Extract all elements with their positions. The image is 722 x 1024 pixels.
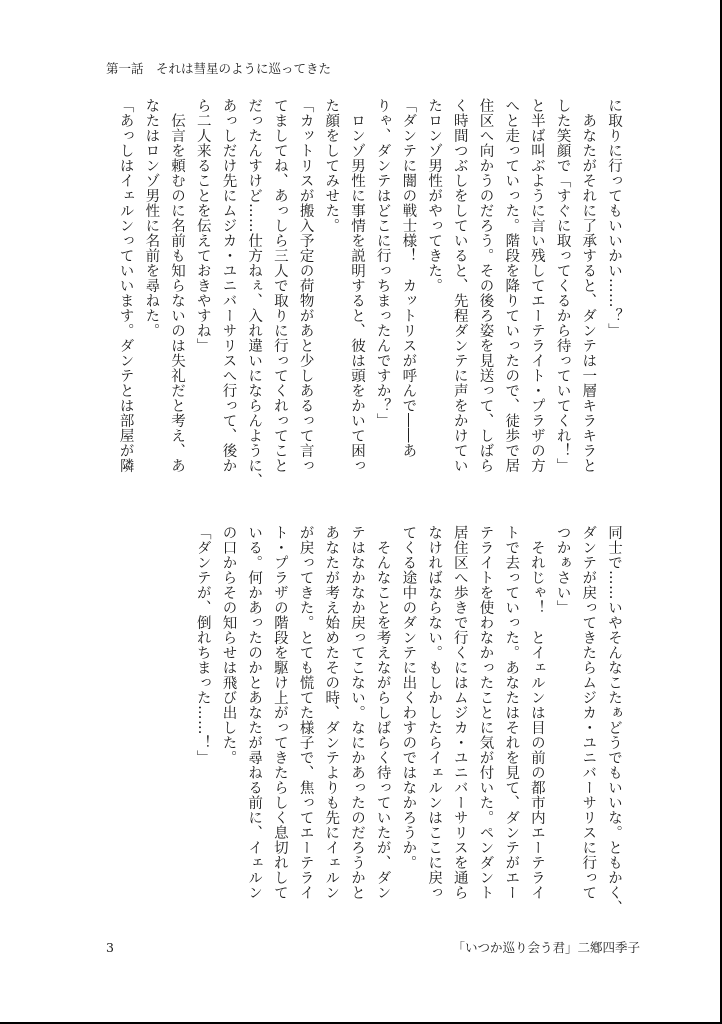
page-number: 3 (106, 940, 114, 955)
book-title-footer: 「いつか巡り会う君」二鄕四季子 (452, 940, 640, 955)
body-text-lower: 同士で……いやそんなこたぁどうでもいいな。ともかく、 ダンテが戻ってきたらムジカ・ユニバーサリスに行って つかぁさい」 それじゃ！ とイェルンは目の前の都市内エーテライ トで去っていった。あなたはそれを見て、ダンテがエー テライトを使わなかったことに気が付いた。ペンダント 居住区へ歩きで行くにはムジカ・ユニバーサリスを通ら なければならない。もしかしたらイェルンはここに戻っ てくる途中のダンテに出くわすのではなかろうか。 そんなことを考えながらしばらく待っていたが、ダン テはなかなか戻ってこない。なにかあったのだろうかと あなたが考え始めたその時、ダンテよりも先にイェルン が戻ってきた。とても慌てた様子で、焦ってエーテライ ト・プラザの階段を駆け上がってきたらしく息切れして いる。何かあったのかとあなたが尋ねる前に、イェルン の口からその知らせは飛び出した。 「ダンテが、倒れちまった……！」 (194, 525, 622, 915)
body-text-upper: に取りに行ってもいいかい……？」 あなたがそれに了承すると、ダンテは一層キラキラと した笑顔で「すぐに取ってくるから待っていてくれ！」 と半ば叫ぶように言い残してエーテライト・プラザの方 へと走っていった。階段を降りていったので、徒歩で居 住区へ向かうのだろう。その後ろ姿を見送って、しばら く時間つぶしをしていると、先程ダンテに声をかけてい たロンゾ男性がやってきた。 「ダンテに闇の戦士様！ カットリスが呼んで――あ りゃ、ダンテはどこに行っちまったんですか？」 ロンゾ男性に事情を説明すると、彼は頭をかいて困っ た顔をしてみせた。 「カットリスが搬入予定の荷物があと少しあるって言っ てましてね、あっしら三人で取りに行ってくれってこと だったんすけど……仕方ねぇ、入れ違いにならんように、 あっしだけ先にムジカ・ユニバーサリスへ行って、後か ら二人来ることを伝えておきやすね」 伝言を頼むのに名前も知らないのは失礼だと考え、あ なたはロンゾ男性に名前を尋ねた。 「あっしはイェルンっていいます。ダンテとは部屋が隣 (117, 98, 622, 488)
running-title: 第一話 それは彗星のように巡ってきた (106, 61, 332, 76)
